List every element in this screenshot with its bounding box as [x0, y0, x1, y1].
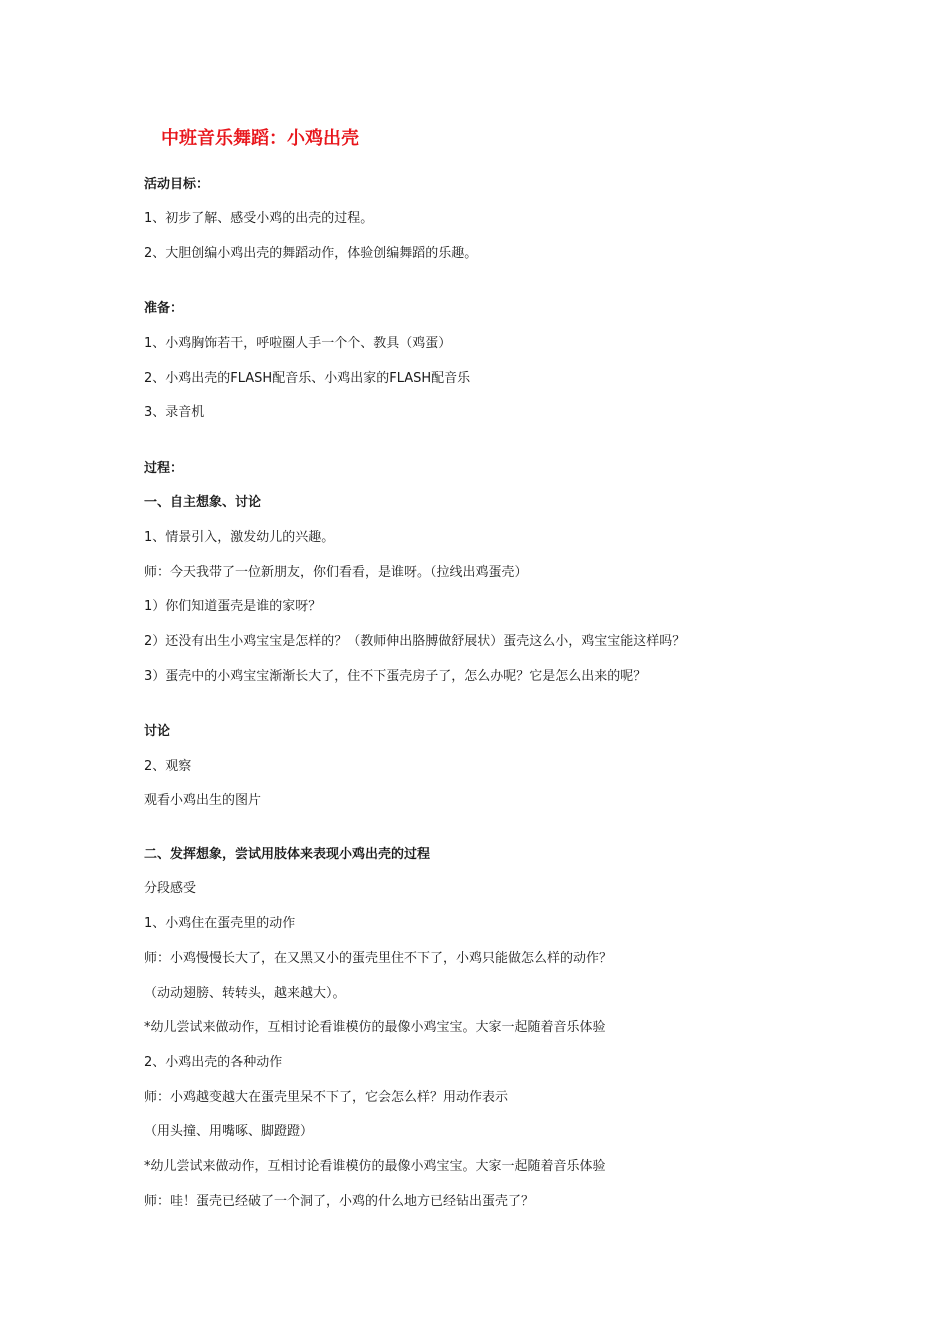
- paragraph-line: 3、录音机: [144, 405, 205, 420]
- paragraph-line: 2、观察: [144, 759, 192, 774]
- paragraph-line: 2、大胆创编小鸡出壳的舞蹈动作，体验创编舞蹈的乐趣。: [144, 246, 478, 261]
- document-title: 中班音乐舞蹈：小鸡出壳: [161, 128, 359, 149]
- paragraph-line: *幼儿尝试来做动作，互相讨论看谁模仿的最像小鸡宝宝。大家一起随着音乐体验: [144, 1020, 606, 1035]
- paragraph-line: 师：哇！蛋壳已经破了一个洞了，小鸡的什么地方已经钻出蛋壳了？: [144, 1194, 535, 1209]
- subsection-heading: 二、发挥想象，尝试用肢体来表现小鸡出壳的过程: [144, 847, 431, 862]
- paragraph-line: 1）你们知道蛋壳是谁的家呀？: [144, 599, 322, 614]
- paragraph-line: 2、小鸡出壳的FLASH配音乐、小鸡出家的FLASH配音乐: [144, 371, 471, 386]
- paragraph-line: （用头撞、用嘴啄、脚蹬蹬）: [144, 1124, 314, 1139]
- paragraph-line: 1、情景引入，激发幼儿的兴趣。: [144, 530, 335, 545]
- paragraph-line: 1、小鸡胸饰若干，呼啦圈人手一个个、教具（鸡蛋）: [144, 336, 452, 351]
- subsection-heading: 一、自主想象、讨论: [144, 495, 262, 510]
- subsection-heading: 讨论: [144, 724, 171, 739]
- paragraph-line: 师：小鸡慢慢长大了，在又黑又小的蛋壳里住不下了，小鸡只能做怎么样的动作？: [144, 951, 613, 966]
- paragraph-line: 观看小鸡出生的图片: [144, 793, 262, 808]
- paragraph-line: *幼儿尝试来做动作，互相讨论看谁模仿的最像小鸡宝宝。大家一起随着音乐体验: [144, 1159, 606, 1174]
- section-heading-goals: 活动目标：: [144, 177, 210, 192]
- paragraph-line: 2、小鸡出壳的各种动作: [144, 1055, 283, 1070]
- paragraph-line: 分段感受: [144, 881, 197, 896]
- paragraph-line: 师：小鸡越变越大在蛋壳里呆不下了，它会怎么样？用动作表示: [144, 1090, 509, 1105]
- paragraph-line: （动动翅膀、转转头，越来越大）。: [144, 986, 346, 1001]
- section-heading-process: 过程：: [144, 461, 184, 476]
- paragraph-line: 2）还没有出生小鸡宝宝是怎样的？（教师伸出胳膊做舒展状）蛋壳这么小，鸡宝宝能这样吗？: [144, 634, 686, 649]
- paragraph-line: 师：今天我带了一位新朋友，你们看看，是谁呀。（拉线出鸡蛋壳）: [144, 565, 528, 580]
- section-heading-preparation: 准备：: [144, 301, 184, 316]
- paragraph-line: 1、初步了解、感受小鸡的出壳的过程。: [144, 211, 374, 226]
- paragraph-line: 1、小鸡住在蛋壳里的动作: [144, 916, 296, 931]
- paragraph-line: 3）蛋壳中的小鸡宝宝渐渐长大了，住不下蛋壳房子了，怎么办呢？它是怎么出来的呢？: [144, 669, 647, 684]
